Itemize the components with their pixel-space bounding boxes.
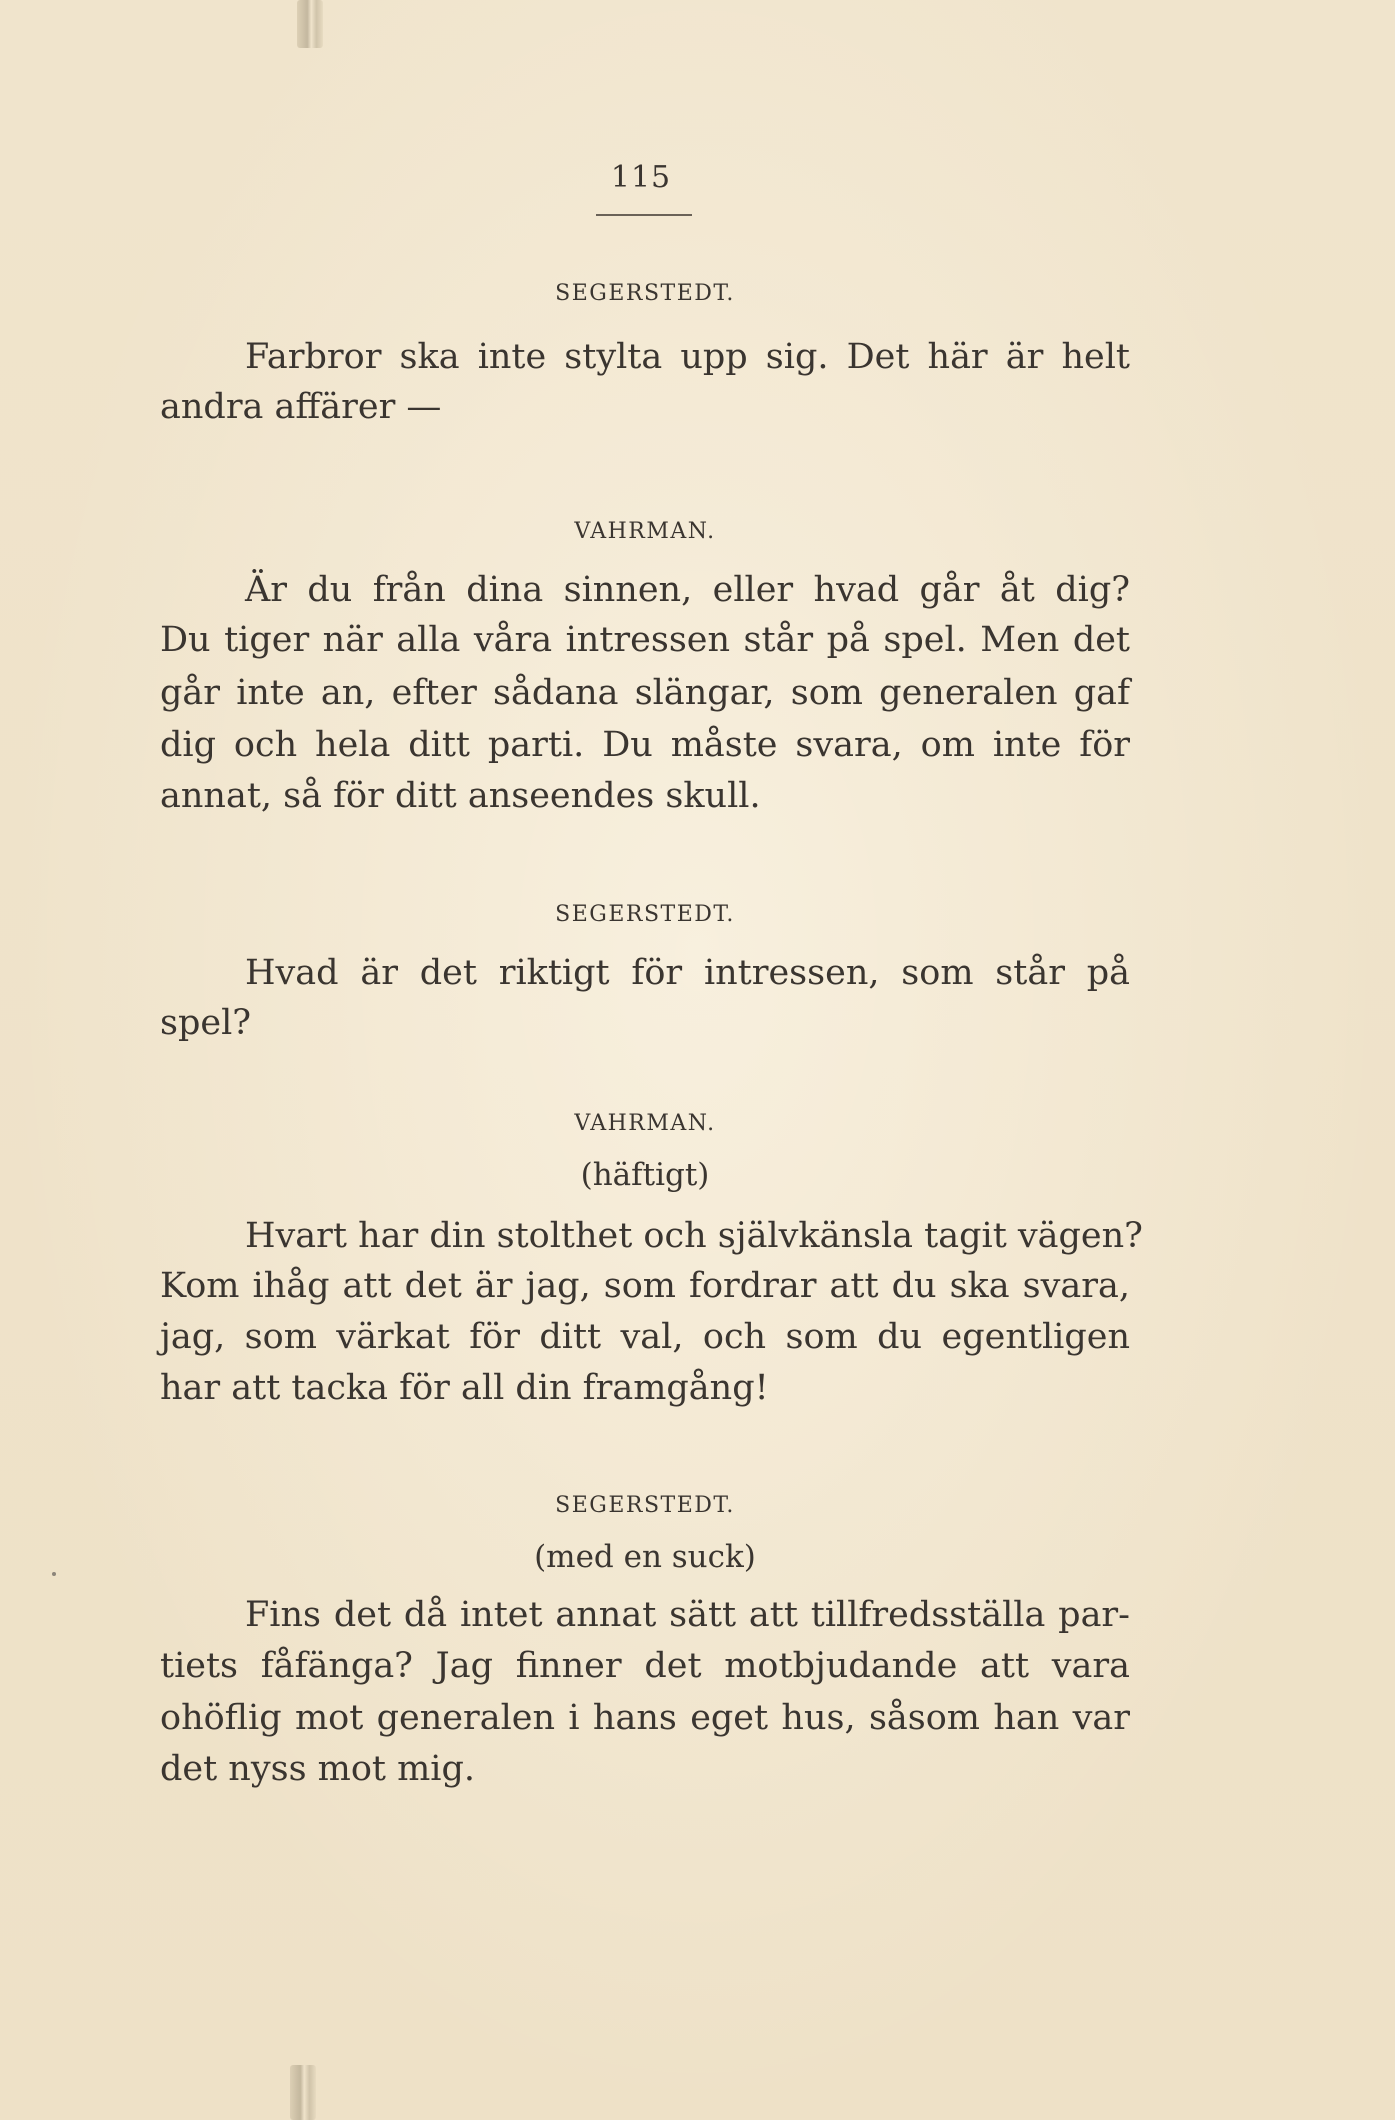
dialogue-line: har att tacka för all din framgång! (160, 1368, 769, 1408)
speaker-name: VAHRMAN. (574, 519, 716, 544)
paper-speck (52, 1572, 56, 1576)
dialogue-line: går inte an, efter sådana slängar, som generalen gaf (160, 673, 1130, 713)
dialogue-line: Du tiger när alla våra intressen står på spel. Men det (160, 620, 1130, 660)
dialogue-line: jag, som värkat för ditt val, och som du egentligen (160, 1317, 1130, 1357)
dialogue-line: Farbror ska inte stylta upp sig. Det här är helt (245, 337, 1130, 377)
dialogue-line: Hvad är det riktigt för intressen, som står på (245, 953, 1130, 993)
dialogue-line: tiets fåfänga? Jag finner det motbjudande att vara (160, 1646, 1130, 1686)
dialogue-line: andra affärer — (160, 387, 442, 427)
dialogue-line: annat, så för ditt anseendes skull. (160, 776, 761, 816)
dialogue-line: det nyss mot mig. (160, 1749, 476, 1789)
stage-direction: (med en suck) (534, 1539, 756, 1575)
binding-thread-bottom (290, 2065, 316, 2120)
dialogue-line: Hvart har din stolthet och självkänsla tagit vägen? (245, 1216, 1143, 1256)
binding-thread-top (297, 0, 323, 48)
dialogue-line: spel? (160, 1003, 252, 1043)
page-number-rule (596, 214, 692, 216)
page-number: 115 (610, 160, 672, 195)
speaker-name: VAHRMAN. (574, 1111, 716, 1136)
dialogue-line: ohöflig mot generalen i hans eget hus, såsom han var (160, 1698, 1130, 1738)
dialogue-line: Är du från dina sinnen, eller hvad går åt dig? (245, 570, 1130, 610)
speaker-name: SEGERSTEDT. (555, 1493, 735, 1518)
speaker-name: SEGERSTEDT. (555, 902, 735, 927)
speaker-name: SEGERSTEDT. (555, 281, 735, 306)
stage-direction: (häftigt) (580, 1157, 710, 1193)
dialogue-line: dig och hela ditt parti. Du måste svara, om inte för (160, 725, 1130, 765)
dialogue-line: Fins det då intet annat sätt att tillfredsställa par- (245, 1595, 1130, 1635)
dialogue-line: Kom ihåg att det är jag, som fordrar att du ska svara, (160, 1266, 1130, 1306)
